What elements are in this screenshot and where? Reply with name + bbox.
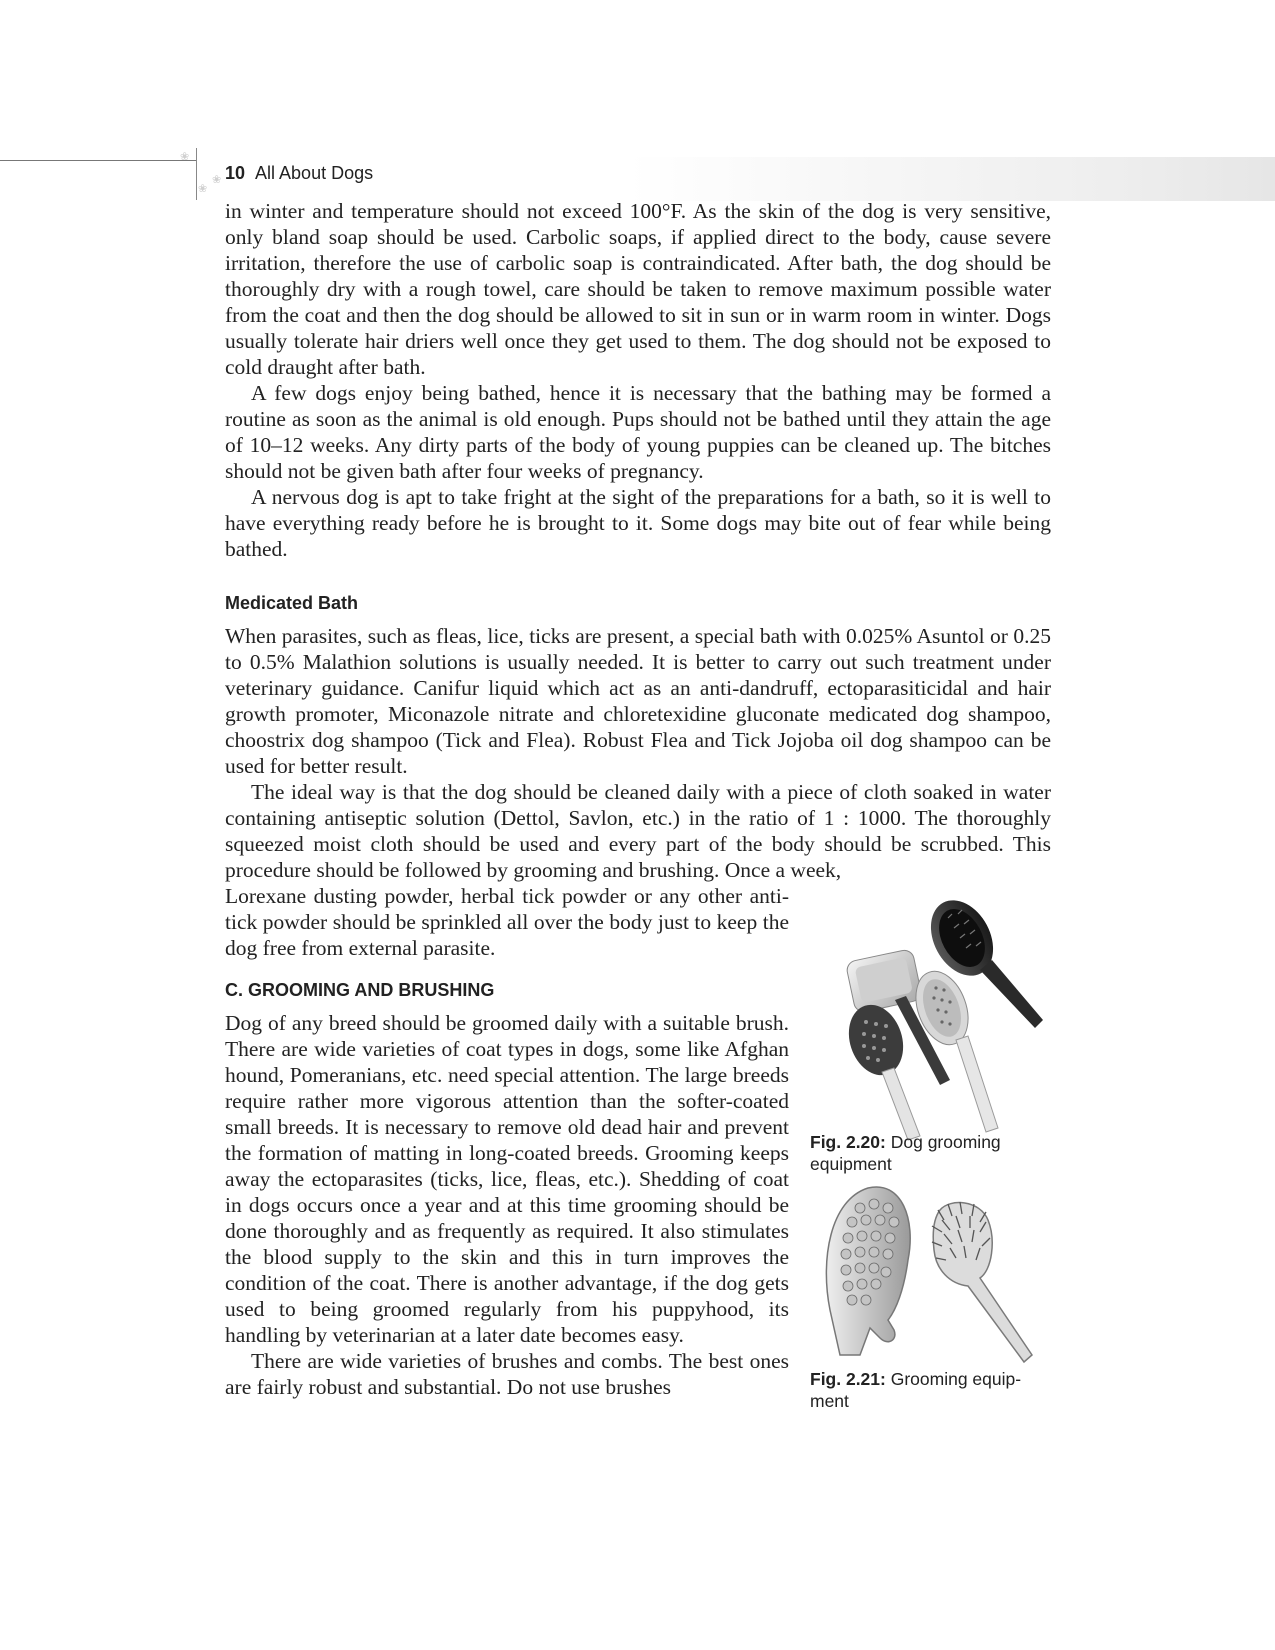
grooming-brushes-figure	[840, 900, 1060, 1145]
grooming-glove-figure	[810, 1180, 1050, 1370]
section-heading-grooming	[225, 980, 789, 1001]
paragraph: A few dogs enjoy being bathed, hence it is necessary that the bathing may be formed a routine as soon as the animal is old enough. Pups should not be bathed until they attain the age of 10–12 weeks. Any dirty parts of the body of young puppies can be cleaned up. The bitches should not be given bath after four weeks of pregnancy.	[225, 381, 1051, 483]
pin-brush-icon	[906, 964, 998, 1132]
figure-label: Fig. 2.21:	[810, 1369, 886, 1389]
running-head	[225, 163, 373, 184]
grooming-glove-icon	[826, 1187, 910, 1355]
page-number: 10	[225, 163, 246, 183]
header-rule	[0, 160, 196, 161]
paw-print-icon: ❀	[180, 150, 190, 163]
figure-caption	[810, 1131, 1035, 1175]
figure-label: Fig. 2.20:	[810, 1132, 886, 1152]
section-heading: Medicated Bath	[225, 593, 359, 613]
pin-brush-icon	[932, 1202, 1032, 1362]
paragraph: The ideal way is that the dog should be cleaned daily with a piece of cloth soaked in water containing antiseptic solution (Dettol, Savlon, etc.) in the ratio of 1 : 1000. The thoroughly squeezed moist cloth should be used and every part of the body should be scrubbed. This procedure should be followed by grooming and brushing. Once a week,	[225, 780, 1051, 882]
header-divider	[196, 148, 197, 200]
paragraph: A nervous dog is apt to take fright at the sight of the preparations for a bath, so it is well to have everything ready before he is brought to it. Some dogs may bite out of fear while being bathed.	[225, 485, 1051, 561]
paragraph: Dog of any breed should be groomed daily with a suitable brush. There are wide varieties of coat types in dogs, some like Afghan hound, Pomeranians, etc. need special attention. The large breeds require rather more vigorous attention than the softer-coated small breeds. It is necessary to remove old dead hair and prevent the formation of matting in long-coated breeds. Grooming keeps away the ectoparasites (ticks, lice, fleas, etc.). Shedding of coat in dogs occurs once a year and at this time grooming should be done thoroughly and as frequently as required. It also stimulates the blood supply to the skin and this in turn improves the condition of the coat. There is another advantage, if the dog gets used to being groomed regularly from his puppyhood, its handling by veterinarian at a later date becomes easy.	[225, 1011, 789, 1347]
section-heading-medicated	[225, 593, 1051, 614]
figure-caption	[810, 1368, 1035, 1412]
section-heading: C. GROOMING AND BRUSHING	[225, 980, 495, 1000]
figure-caption-text: Grooming equip-ment	[810, 1369, 1022, 1411]
paw-print-icon: ❀	[198, 182, 208, 195]
paragraph: There are wide varieties of brushes and combs. The best ones are fairly robust and substantial. Do not use brushes	[225, 1349, 789, 1399]
grooming-text-block	[225, 1010, 789, 1400]
paw-print-icon: ❀	[212, 173, 222, 186]
figure-caption-text: Dog grooming equipment	[810, 1132, 1001, 1174]
top-text-block	[225, 198, 1051, 562]
paragraph: When parasites, such as fleas, lice, ticks are present, a special bath with 0.025% Asuntol or 0.25 to 0.5% Malathion solutions is usually needed. It is better to carry out such treatment under veterinary guidance. Canifur liquid which act as an anti-dandruff, ectoparasiticidal and hair growth promoter, Miconazole nitrate and chloretexidine gluconate medicated dog shampoo, choostrix dog shampoo (Tick and Flea). Robust Flea and Tick Jojoba oil dog shampoo can be used for better result.	[225, 624, 1051, 778]
medicated-text-block	[225, 623, 1051, 883]
paragraph: Lorexane dusting powder, herbal tick powder or any other anti-tick powder should be sprinkled all over the body just to keep the dog free from external parasite.	[225, 884, 789, 960]
book-title: All About Dogs	[255, 163, 374, 183]
medicated-continuation	[225, 883, 789, 961]
paragraph: in winter and temperature should not exceed 100°F. As the skin of the dog is very sensitive, only bland soap should be used. Carbolic soaps, if applied direct to the body, cause severe irritation, therefore the use of carbolic soap is contraindicated. After bath, the dog should be thoroughly dry with a rough towel, care should be taken to remove maximum possible water from the coat and then the dog should be allowed to sit in sun or in warm room in winter. Dogs usually tolerate hair driers well once they get used to them. The dog should not be exposed to cold draught after bath.	[225, 199, 1051, 379]
